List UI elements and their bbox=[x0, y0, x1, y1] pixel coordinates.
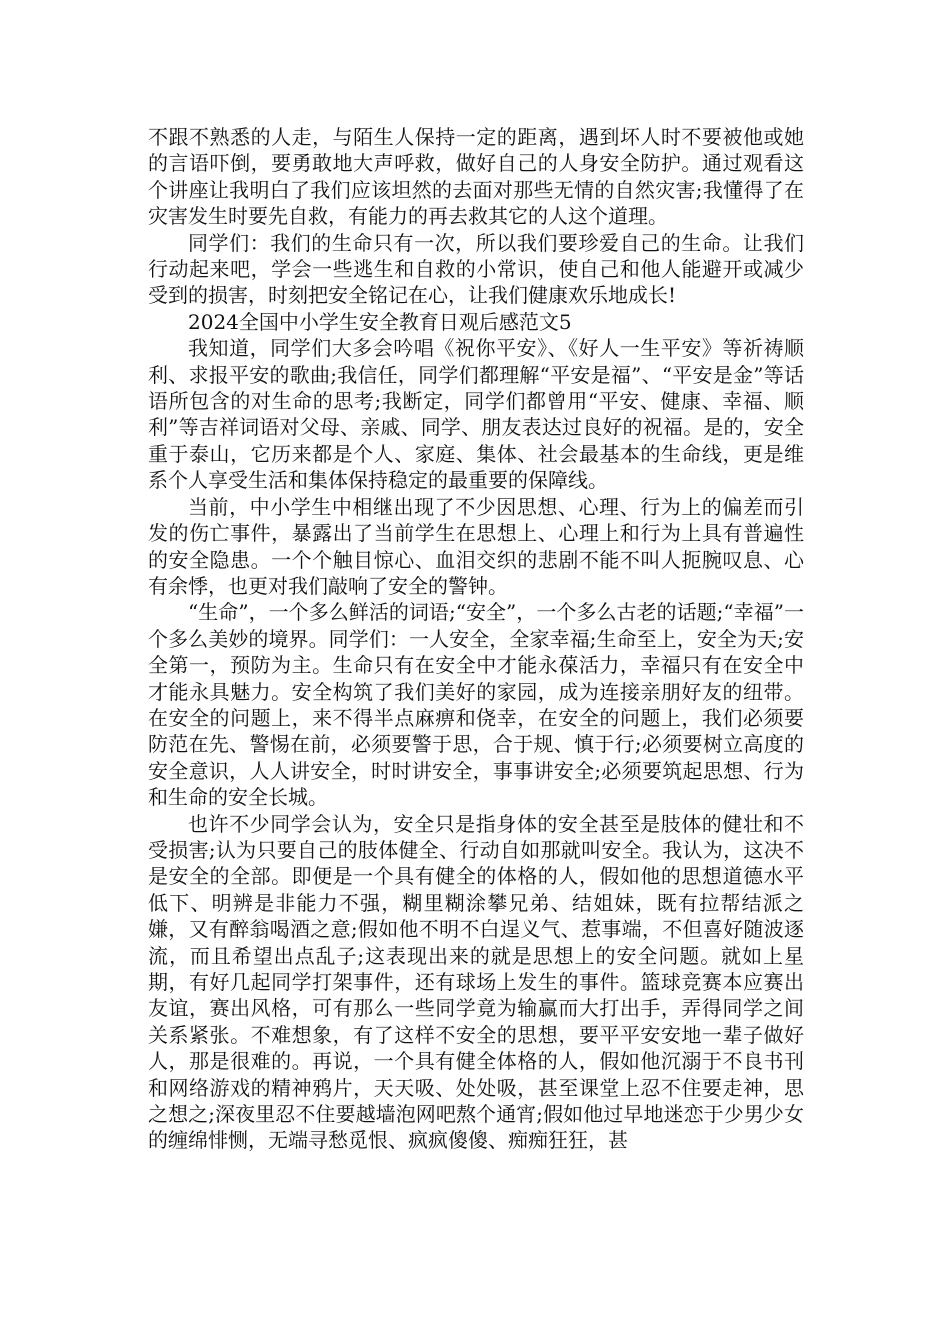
paragraph-4: 当前，中小学生中相继出现了不少因思想、心理、行为上的偏差而引发的伤亡事件，暴露出了当前学生在思想上、心理上和行为上具有普遍性的安全隐患。一个个触目惊心、血泪交织的悲剧不能不叫人扼腕叹息、心有余悸，也更对我们敲响了安全的警钟。 bbox=[148, 494, 804, 598]
document-body bbox=[148, 124, 804, 1154]
paragraph-5: “生命”，一个多么鲜活的词语;“安全”，一个多么古老的话题;“幸福”一个多么美妙的境界。同学们：一人安全，全家幸福;生命至上，安全为天;安全第一，预防为主。生命只有在安全中才能永葆活力，幸福只有在安全中才能永具魅力。安全构筑了我们美好的家园，成为连接亲朋好友的纽带。在安全的问题上，来不得半点麻痹和侥幸，在安全的问题上，我们必须要防范在先、警惕在前，必须要警于思，合于规、慎于行;必须要树立高度的安全意识，人人讲安全，时时讲安全，事事讲安全;必须要筑起思想、行为和生命的安全长城。 bbox=[148, 600, 804, 810]
paragraph-1: 不跟不熟悉的人走，与陌生人保持一定的距离，遇到坏人时不要被他或她的言语吓倒，要勇敢地大声呼救，做好自己的人身安全防护。通过观看这个讲座让我明白了我们应该坦然的去面对那些无情的自然灾害;我懂得了在灾害发生时要先自救，有能力的再去救其它的人这个道理。 bbox=[148, 125, 804, 229]
paragraph-2: 同学们：我们的生命只有一次，所以我们要珍爱自己的生命。让我们行动起来吧，学会一些逃生和自救的小常识，使自己和他人能避开或减少受到的损害，时刻把安全铭记在心，让我们健康欢乐地成长! bbox=[148, 230, 804, 308]
paragraph-3: 我知道，同学们大多会吟唱《祝你平安》、《好人一生平安》等祈祷顺利、求报平安的歌曲;我信任，同学们都理解“平安是福”、“平安是金”等话语所包含的对生命的思考;我断定，同学们都曾用“平安、健康、幸福、顺利”等吉祥词语对父母、亲戚、同学、朋友表达过良好的祝福。是的，安全重于泰山，它历来都是个人、家庭、集体、社会最基本的生命线，更是维系个人享受生活和集体保持稳定的最重要的保障线。 bbox=[148, 336, 804, 493]
paragraph-6: 也许不少同学会认为，安全只是指身体的安全甚至是肢体的健壮和不受损害;认为只要自己的肢体健全、行动自如那就叫安全。我认为，这决不是安全的全部。即便是一个具有健全的体格的人，假如他的思想道德水平低下、明辨是非能力不强，糊里糊涂攀兄弟、结姐妹，既有拉帮结派之嫌，又有醉翁喝酒之意;假如他不明不白逞义气、惹事端，不但喜好随波逐流，而且希望出点乱子;这表现出来的就是思想上的安全问题。就如上星期，有好几起同学打架事件，还有球场上发生的事件。篮球竞赛本应赛出友谊，赛出风格，可有那么一些同学竟为输赢而大打出手，弄得同学之间关系紧张。不难想象，有了这样不安全的思想，要平平安安地一辈子做好人，那是很难的。再说，一个具有健全体格的人，假如他沉溺于不良书刊和网络游戏的精神鸦片，天天吸、处处吸，甚至课堂上忍不住要走神，思之想之;深夜里忍不住要越墙泡网吧熬个通宵;假如他过早地迷恋于少男少女的缠绵悱恻，无端寻愁觅恨、疯疯傻傻、痴痴狂狂，甚 bbox=[148, 811, 804, 1153]
section-heading: 2024全国中小学生安全教育日观后感范文5 bbox=[188, 309, 572, 334]
